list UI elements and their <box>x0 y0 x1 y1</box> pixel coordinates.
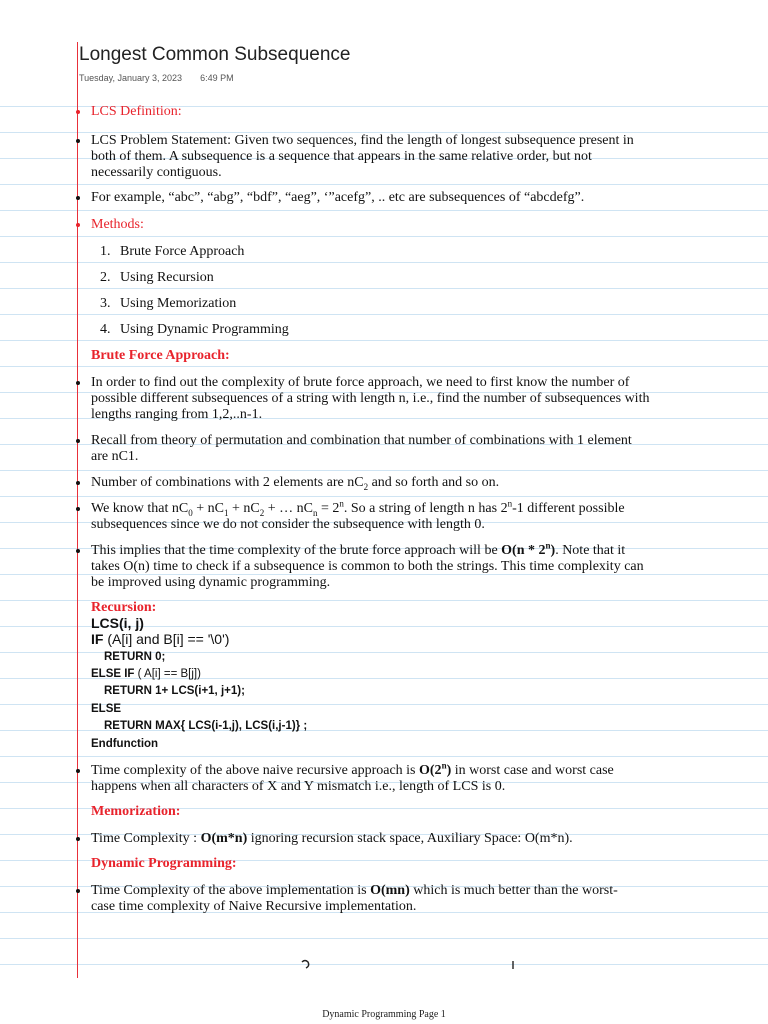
dynamic-programming-heading: Dynamic Programming: <box>91 856 237 871</box>
bullet-methods-heading: Methods: <box>91 217 651 233</box>
method-item-2: 2. Using Recursion <box>100 270 214 285</box>
code-return-max: RETURN MAX{ LCS(i-1,j), LCS(i,j-1)} ; <box>104 720 308 732</box>
method-item-3: 3. Using Memorization <box>100 296 237 311</box>
bullet-lcs-example: For example, “abc”, “abg”, “bdf”, “aeg”, ‘”acefg”, .. etc are subsequences of “abcdefg”. <box>91 190 691 206</box>
memorization-heading: Memorization: <box>91 804 181 819</box>
bullet-brute-force-p1: In order to find out the complexity of brute force approach, we need to first know the number of possible different subsequences of a string with length n, i.e., find the number of subsequences with lengths ranging from 1,2,..n-1. <box>91 375 650 422</box>
page-time: 6:49 PM <box>200 73 234 83</box>
page-timestamp <box>79 73 234 83</box>
method-item-1: 1. Brute Force Approach <box>100 244 245 259</box>
bullet-brute-force-p5: This implies that the time complexity of the brute force approach will be O(n * 2$^n$). Note that it takes O(n) time to check if a subsequence is common to both the strings. This time complexity can be improved using dynamic programming. <box>91 543 651 591</box>
method-item-4: 4. Using Dynamic Programming <box>100 322 289 337</box>
code-if-line: IF (A[i] and B[i] == '\0') <box>91 631 230 647</box>
bullet-lcs-statement: LCS Problem Statement: Given two sequences, find the length of longest subsequence present in both of them. A subsequence is a sequence that appears in the same relative order, but not necessarily contiguous. <box>91 133 651 181</box>
ink-mark-right <box>508 958 518 972</box>
code-else-if-line: ELSE IF ( A[i] == B[j]) <box>91 668 201 680</box>
bullet-recursion-complexity: Time complexity of the above naive recursive approach is O(2$^n$) in worst case and worst case happens when all characters of X and Y mismatch i.e., length of LCS is 0. <box>91 763 636 795</box>
page-footer: Dynamic Programming Page 1 <box>322 1009 446 1020</box>
bullet-memorization-complexity: Time Complexity : O(m*n) ignoring recursion stack space, Auxiliary Space: O(m*n). <box>91 831 691 847</box>
page-date: Tuesday, January 3, 2023 <box>79 73 183 83</box>
bullet-lcs-definition-heading: LCS Definition: <box>91 104 651 120</box>
page-title[interactable]: Longest Common Subsequence <box>79 44 351 65</box>
bullet-dp-complexity: Time Complexity of the above implementation is O(mn) which is much better than the worst-case time complexity of Naive Recursive implementation. <box>91 883 636 915</box>
recursion-heading: Recursion: <box>91 600 157 615</box>
code-function-signature: LCS(i, j) <box>91 615 144 631</box>
ink-mark-left <box>298 958 312 972</box>
code-endfunction: Endfunction <box>91 738 159 750</box>
brute-force-heading: Brute Force Approach: <box>91 348 230 363</box>
bullet-brute-force-p2: Recall from theory of permutation and combination that number of combinations with 1 element are nC1. <box>91 433 651 465</box>
code-return-one: RETURN 1+ LCS(i+1, j+1); <box>104 685 245 697</box>
bullet-brute-force-p4: We know that $nC_0 + nC_1 + nC_2$ + … $nC_n = 2^n$. So a string of length n has 2$^n$-1 different possible subsequences since we do not consider the subsequence with length 0. <box>91 501 651 533</box>
bullet-brute-force-p3: Number of combinations with 2 elements are $nC_2$ and so forth and so on. <box>91 475 651 491</box>
code-else-line: ELSE <box>91 703 122 715</box>
code-return-zero: RETURN 0; <box>104 651 166 663</box>
